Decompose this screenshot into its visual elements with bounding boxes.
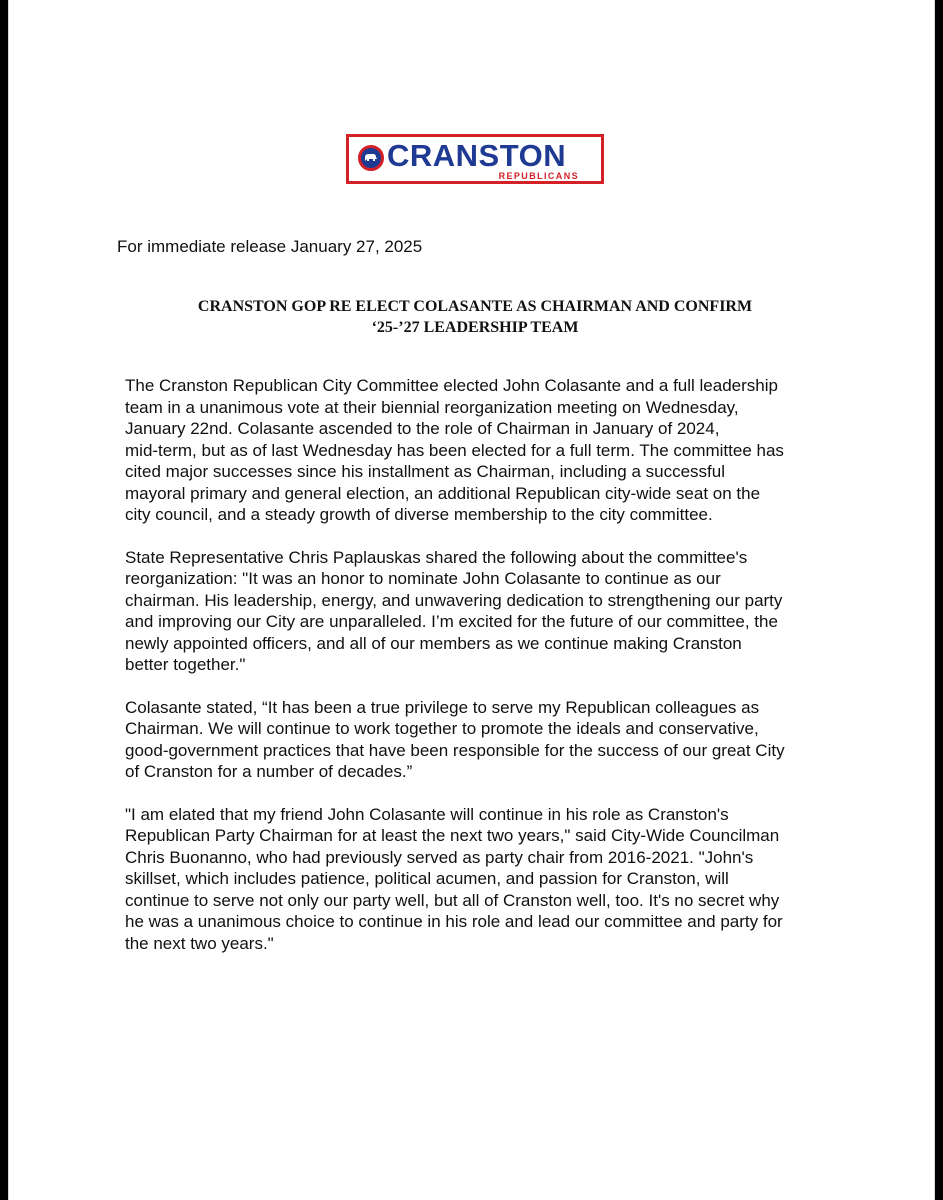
paragraph-2: State Representative Chris Paplauskas shared the following about the committee's reorganization: "It was an honor to nominate John Colasante to continue as our chairman. His leadership, energy, and unwavering dedication to strengthening our party and improving our City are unparalleled. I’m excited for the future of our committee, the newly appointed officers, and all of our members as we continue making Cranston better together." [125,547,783,674]
cranston-republicans-logo [346,134,604,184]
headline-line-1: CRANSTON GOP RE ELECT COLASANTE AS CHAIRMAN AND CONFIRM [197,298,753,315]
logo-name: CRANSTON [387,138,567,173]
paragraph-3: Colasante stated, “It has been a true privilege to serve my Republican colleagues as Chairman. We will continue to work together to promote the ideals and conservative, good-government practices that have been responsible for the success of our great City of Cranston for a number of decades.” [125,697,785,781]
paragraph-4: "I am elated that my friend John Colasante will continue in his role as Cranston's Republican Party Chairman for at least the next two years," said City-Wide Councilman Chris Buonanno, who had previously served as party chair from 2016-2021. "John's skillset, which includes patience, political acumen, and passion for Cranston, will continue to serve not only our party well, but all of Cranston well, too. It's no secret why he was a unanimous choice to continue in his role and lead our committee and party for the next two years." [125,804,783,953]
paragraph-1: The Cranston Republican City Committee elected John Colasante and a full leadership team in a unanimous vote at their biennial reorganization meeting on Wednesday, January 22nd. Colasante ascended to the role of Chairman in January of 2024, mid-term, but as of last Wednesday has been elected for a full term. The committee has cited major successes since his installment as Chairman, including a successful mayoral primary and general election, an additional Republican city-wide seat on the city council, and a steady growth of diverse membership to the city committee. [125,376,784,524]
release-date: For immediate release January 27, 2025 [117,237,423,256]
headline [117,296,833,338]
document-page [8,0,935,1200]
headline-line-2: ‘25-’27 LEADERSHIP TEAM [371,319,579,336]
elephant-icon [358,145,384,171]
logo-tagline: REPUBLICANS [498,171,579,181]
article-body [125,375,829,975]
